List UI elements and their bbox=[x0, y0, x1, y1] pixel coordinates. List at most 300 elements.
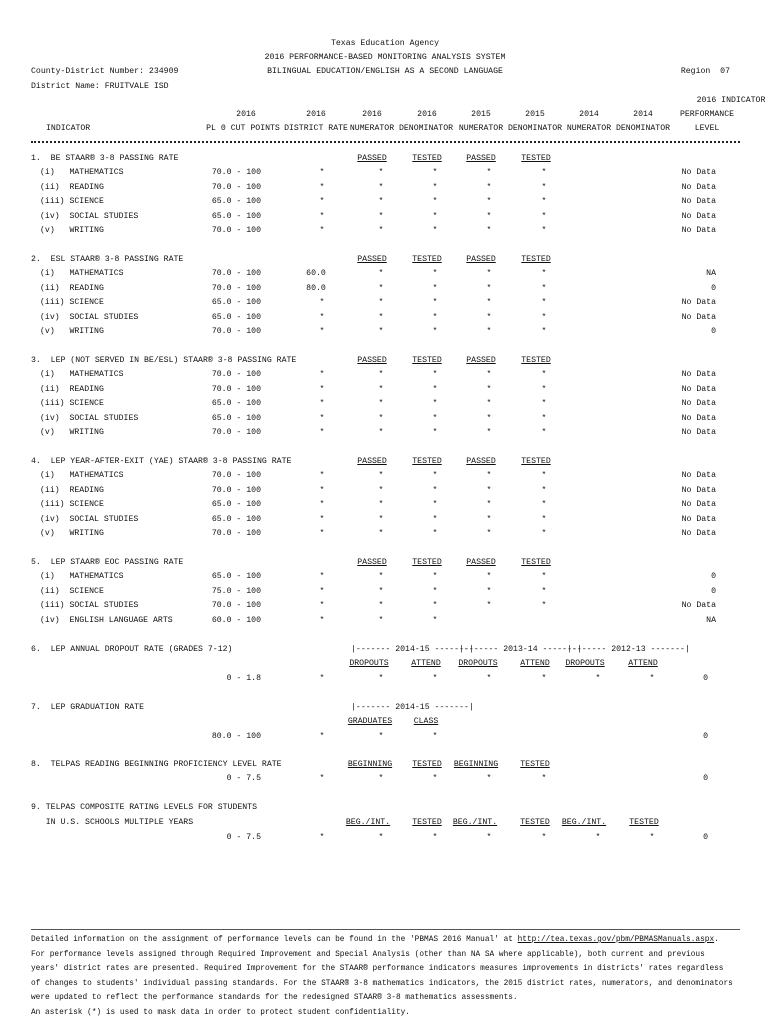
indicator-label: (i) MATHEMATICS bbox=[40, 370, 124, 379]
subhead: PASSED bbox=[357, 356, 387, 365]
cell: * bbox=[486, 500, 492, 509]
cell: * bbox=[432, 211, 438, 221]
num14-year: 2014 bbox=[579, 110, 599, 119]
indicator-label: (iii) SOCIAL STUDIES bbox=[40, 601, 139, 610]
cell: * bbox=[541, 471, 547, 480]
cell: * bbox=[432, 269, 438, 278]
cell: * bbox=[541, 312, 547, 322]
district-rate: * bbox=[319, 732, 325, 741]
cell: * bbox=[378, 370, 384, 379]
cell: * bbox=[541, 384, 547, 394]
cell: * bbox=[378, 471, 384, 480]
program-title: BILINGUAL EDUCATION/ENGLISH AS A SECOND LANGUAGE bbox=[267, 67, 503, 76]
den15-header: DENOMINATOR bbox=[507, 124, 563, 133]
cut-points: 65.0 - 100 bbox=[211, 197, 261, 206]
cut-points: 65.0 - 100 bbox=[211, 312, 261, 322]
subhead: TESTED bbox=[521, 154, 551, 163]
performance-level: No Data bbox=[681, 370, 716, 379]
district-rate: * bbox=[319, 471, 325, 480]
subhead: PASSED bbox=[466, 356, 496, 365]
cell: * bbox=[541, 833, 547, 842]
footer-divider bbox=[31, 929, 740, 930]
performance-level: No Data bbox=[681, 601, 716, 610]
subhead: ATTEND bbox=[628, 659, 658, 668]
performance-level: 0 bbox=[711, 283, 716, 293]
performance-level: No Data bbox=[681, 384, 716, 394]
year-bracket: |------- 2014-15 -------| bbox=[351, 645, 474, 654]
performance-level: No Data bbox=[681, 428, 716, 437]
indicator-label: (iii) SCIENCE bbox=[40, 298, 104, 307]
indicator-label: (iv) SOCIAL STUDIES bbox=[40, 211, 139, 221]
subhead: PASSED bbox=[466, 558, 496, 567]
section-title: 9. TELPAS COMPOSITE RATING LEVELS FOR STUDENTS bbox=[31, 803, 258, 812]
cell: * bbox=[432, 774, 438, 783]
cut-points: 70.0 - 100 bbox=[211, 168, 261, 177]
cell: * bbox=[432, 283, 438, 293]
cell: * bbox=[378, 732, 384, 741]
cut-points: 70.0 - 100 bbox=[211, 428, 261, 437]
indicator-label: (iii) SCIENCE bbox=[40, 500, 104, 509]
cell: * bbox=[432, 674, 438, 683]
cut-points: 70.0 - 100 bbox=[211, 471, 261, 480]
agency-title: Texas Education Agency bbox=[330, 39, 440, 48]
cut-points: 70.0 - 100 bbox=[211, 370, 261, 379]
den14-header: DENOMINATOR bbox=[615, 124, 671, 133]
section-title: 5. LEP STAAR® EOC PASSING RATE bbox=[31, 558, 184, 567]
district-rate: * bbox=[319, 485, 325, 495]
cell: * bbox=[432, 168, 438, 177]
performance-level: No Data bbox=[681, 485, 716, 495]
num15-header: NUMERATOR bbox=[458, 124, 504, 133]
indicator-label: (iii) SCIENCE bbox=[40, 197, 104, 206]
section-title: 7. LEP GRADUATION RATE bbox=[31, 703, 145, 712]
cell: * bbox=[541, 428, 547, 437]
cell: * bbox=[432, 312, 438, 322]
year-bracket: |------- 2012-13 -------| bbox=[567, 645, 690, 654]
performance-level: No Data bbox=[681, 413, 716, 423]
district-rate: * bbox=[319, 615, 325, 625]
cell: * bbox=[541, 529, 547, 538]
cell: * bbox=[541, 500, 547, 509]
cell: * bbox=[378, 586, 384, 596]
cell: * bbox=[541, 269, 547, 278]
performance-level: 0 bbox=[703, 833, 708, 842]
header-divider bbox=[31, 141, 740, 147]
section-title: 4. LEP YEAR-AFTER-EXIT (YAE) STAAR® 3-8 PASSING RATE bbox=[31, 457, 292, 466]
cell: * bbox=[541, 485, 547, 495]
cell: * bbox=[378, 601, 384, 610]
performance-level: No Data bbox=[681, 182, 716, 192]
subhead: DROPOUTS bbox=[458, 659, 498, 668]
cell: * bbox=[378, 572, 384, 581]
cell: * bbox=[486, 529, 492, 538]
cut-points: 65.0 - 100 bbox=[211, 211, 261, 221]
cell: * bbox=[649, 674, 655, 683]
cell: * bbox=[486, 514, 492, 524]
performance-level: No Data bbox=[681, 168, 716, 177]
indicator-label: (ii) SCIENCE bbox=[40, 586, 104, 596]
performance-level: No Data bbox=[681, 471, 716, 480]
subhead: TESTED bbox=[520, 760, 550, 769]
cell: * bbox=[541, 674, 547, 683]
cell: * bbox=[486, 312, 492, 322]
cell: * bbox=[378, 283, 384, 293]
cell: * bbox=[378, 674, 384, 683]
cell: * bbox=[378, 269, 384, 278]
performance-level: No Data bbox=[681, 312, 716, 322]
cell: * bbox=[378, 514, 384, 524]
subhead: TESTED bbox=[412, 760, 442, 769]
den16-header: DENOMINATOR bbox=[398, 124, 454, 133]
district-rate: * bbox=[319, 586, 325, 596]
subhead: GRADUATES bbox=[347, 717, 393, 726]
subhead: PASSED bbox=[466, 457, 496, 466]
performance-level: No Data bbox=[681, 298, 716, 307]
cut-points: 65.0 - 100 bbox=[211, 413, 261, 423]
cell: * bbox=[378, 327, 384, 336]
indicator-label: (iv) SOCIAL STUDIES bbox=[40, 514, 139, 524]
cell: * bbox=[486, 428, 492, 437]
cell: * bbox=[541, 572, 547, 581]
performance-level: No Data bbox=[681, 399, 716, 408]
performance-level: No Data bbox=[681, 211, 716, 221]
subhead: TESTED bbox=[521, 457, 551, 466]
indicator-label: (i) MATHEMATICS bbox=[40, 471, 124, 480]
indicator-label: (ii) READING bbox=[40, 283, 104, 293]
district-rate: * bbox=[319, 197, 325, 206]
cell: * bbox=[541, 586, 547, 596]
district-rate: * bbox=[319, 312, 325, 322]
cell: * bbox=[541, 413, 547, 423]
cell: * bbox=[486, 774, 492, 783]
cell: * bbox=[432, 601, 438, 610]
cut-points: 70.0 - 100 bbox=[211, 601, 261, 610]
performance-level: 0 bbox=[703, 674, 708, 683]
cell: * bbox=[378, 399, 384, 408]
footer-text: . For performance levels assigned through Required Improvement and Special Analysis (other than NA SA where applicable), both current and previous years' district rates are presented. Required Improvement for the STAAR® performance indicators measures improvements in districts' rates regardless of changes to students' individual passing standards. For the STAAR® 3-8 mathematics indicators, the 2015 district rates, numerators, and denominators were updated to reflect the performance standards for the redesigned STAAR® 3-8 mathematics assessments. bbox=[31, 936, 733, 1003]
performance-level: 0 bbox=[703, 732, 708, 741]
district-rate: * bbox=[319, 182, 325, 192]
indicator-label: (v) WRITING bbox=[40, 226, 104, 235]
cell: * bbox=[486, 197, 492, 206]
cut-points: 70.0 - 100 bbox=[211, 269, 261, 278]
district-rate: * bbox=[319, 327, 325, 336]
cell: * bbox=[378, 833, 384, 842]
district-rate: * bbox=[319, 601, 325, 610]
indicator-label: (iv) ENGLISH LANGUAGE ARTS bbox=[40, 615, 173, 625]
cell: * bbox=[432, 370, 438, 379]
cut-points: 60.0 - 100 bbox=[211, 615, 261, 625]
cell: * bbox=[541, 514, 547, 524]
year-bracket: |------- 2014-15 -------| bbox=[351, 703, 474, 712]
cell: * bbox=[432, 471, 438, 480]
cut-year: 2016 bbox=[236, 110, 256, 119]
subhead: PASSED bbox=[466, 154, 496, 163]
cell: * bbox=[432, 833, 438, 842]
subhead: PASSED bbox=[357, 154, 387, 163]
cell: * bbox=[541, 197, 547, 206]
cell: * bbox=[486, 833, 492, 842]
cell: * bbox=[486, 298, 492, 307]
cell: * bbox=[378, 529, 384, 538]
footer-notes bbox=[31, 933, 736, 1021]
subhead: TESTED bbox=[412, 154, 442, 163]
cell: * bbox=[378, 413, 384, 423]
subhead: TESTED bbox=[412, 255, 442, 264]
cell: * bbox=[486, 384, 492, 394]
performance-level: No Data bbox=[681, 226, 716, 235]
cell: * bbox=[486, 399, 492, 408]
indicator-label: (v) WRITING bbox=[40, 529, 104, 538]
region: Region 07 bbox=[680, 67, 730, 76]
cell: * bbox=[432, 485, 438, 495]
den16-year: 2016 bbox=[417, 110, 437, 119]
cell: * bbox=[541, 774, 547, 783]
cut-points: 70.0 - 100 bbox=[211, 485, 261, 495]
performance-level: No Data bbox=[681, 514, 716, 524]
subhead: ATTEND bbox=[411, 659, 441, 668]
subhead: BEGINNING bbox=[453, 760, 499, 769]
num16-year: 2016 bbox=[362, 110, 382, 119]
rate-header: DISTRICT RATE bbox=[284, 124, 348, 133]
cell: * bbox=[486, 413, 492, 423]
subhead: TESTED bbox=[521, 356, 551, 365]
subhead: BEGINNING bbox=[347, 760, 393, 769]
cell: * bbox=[486, 586, 492, 596]
cell: * bbox=[378, 485, 384, 495]
district-rate: * bbox=[319, 168, 325, 177]
den15-year: 2015 bbox=[525, 110, 545, 119]
cut-points: 80.0 - 100 bbox=[211, 732, 261, 741]
num15-year: 2015 bbox=[471, 110, 491, 119]
cell: * bbox=[432, 428, 438, 437]
section-title: 8. TELPAS READING BEGINNING PROFICIENCY LEVEL RATE bbox=[31, 760, 282, 769]
cell: * bbox=[541, 283, 547, 293]
subhead: BEG./INT. bbox=[345, 818, 391, 827]
subhead: TESTED bbox=[412, 457, 442, 466]
cell: * bbox=[432, 514, 438, 524]
subhead: BEG./INT. bbox=[561, 818, 607, 827]
performance-level: No Data bbox=[681, 500, 716, 509]
cell: * bbox=[432, 384, 438, 394]
district-rate: * bbox=[319, 384, 325, 394]
district-rate: * bbox=[319, 413, 325, 423]
district-rate: * bbox=[319, 428, 325, 437]
cell: * bbox=[378, 182, 384, 192]
district-rate: * bbox=[319, 298, 325, 307]
indicator-label: (ii) READING bbox=[40, 485, 104, 495]
indicator-label: (i) MATHEMATICS bbox=[40, 572, 124, 581]
cell: * bbox=[432, 226, 438, 235]
cell: * bbox=[378, 500, 384, 509]
cell: * bbox=[432, 182, 438, 192]
district-rate: * bbox=[319, 572, 325, 581]
perf-header-line3: LEVEL bbox=[694, 124, 720, 133]
subhead: TESTED bbox=[629, 818, 659, 827]
cell: * bbox=[649, 833, 655, 842]
cell: * bbox=[541, 601, 547, 610]
subhead: TESTED bbox=[412, 356, 442, 365]
cell: * bbox=[432, 572, 438, 581]
district-rate: * bbox=[319, 226, 325, 235]
cell: * bbox=[378, 211, 384, 221]
cell: * bbox=[541, 168, 547, 177]
district-rate: * bbox=[319, 399, 325, 408]
cell: * bbox=[486, 211, 492, 221]
cell: * bbox=[378, 312, 384, 322]
cell: * bbox=[541, 298, 547, 307]
cell: * bbox=[486, 601, 492, 610]
cell: * bbox=[486, 168, 492, 177]
num14-header: NUMERATOR bbox=[566, 124, 612, 133]
cell: * bbox=[378, 774, 384, 783]
performance-level: No Data bbox=[681, 197, 716, 206]
perf-header-line1: 2016 INDICATOR bbox=[696, 96, 766, 105]
cut-points: 65.0 - 100 bbox=[211, 298, 261, 307]
indicator-label: (i) MATHEMATICS bbox=[40, 168, 124, 177]
subhead: TESTED bbox=[521, 558, 551, 567]
cell: * bbox=[486, 370, 492, 379]
cut-points: 65.0 - 100 bbox=[211, 500, 261, 509]
subhead: PASSED bbox=[466, 255, 496, 264]
performance-level: 0 bbox=[703, 774, 708, 783]
cell: * bbox=[432, 413, 438, 423]
cell: * bbox=[486, 674, 492, 683]
manual-link[interactable]: http://tea.texas.gov/pbm/PBMASManuals.aspx bbox=[517, 936, 715, 944]
cell: * bbox=[486, 485, 492, 495]
performance-level: 0 bbox=[711, 327, 716, 336]
num16-header: NUMERATOR bbox=[349, 124, 395, 133]
cell: * bbox=[432, 298, 438, 307]
cut-points: 0 - 7.5 bbox=[226, 774, 261, 783]
subhead: ATTEND bbox=[520, 659, 550, 668]
section-title: 6. LEP ANNUAL DROPOUT RATE (GRADES 7-12) bbox=[31, 645, 233, 654]
cell: * bbox=[541, 226, 547, 235]
cut-points: 70.0 - 100 bbox=[211, 182, 261, 192]
cell: * bbox=[595, 674, 601, 683]
district-rate: * bbox=[319, 774, 325, 783]
cell: * bbox=[432, 197, 438, 206]
subhead: BEG./INT. bbox=[452, 818, 498, 827]
district-name: District Name: FRUITVALE ISD bbox=[31, 82, 169, 91]
cut-points: 70.0 - 100 bbox=[211, 327, 261, 336]
cell: * bbox=[432, 500, 438, 509]
performance-level: 0 bbox=[711, 586, 716, 596]
performance-level: 0 bbox=[711, 572, 716, 581]
indicator-label: (i) MATHEMATICS bbox=[40, 269, 124, 278]
section-title: 2. ESL STAAR® 3-8 PASSING RATE bbox=[31, 255, 184, 264]
cut-points: 70.0 - 100 bbox=[211, 226, 261, 235]
cell: * bbox=[486, 471, 492, 480]
cut-points: 70.0 - 100 bbox=[211, 384, 261, 394]
rate-year: 2016 bbox=[306, 110, 326, 119]
cut-points: 70.0 - 100 bbox=[211, 529, 261, 538]
cell: * bbox=[595, 833, 601, 842]
section-title-cont: IN U.S. SCHOOLS MULTIPLE YEARS bbox=[31, 818, 194, 827]
year-bracket: |------- 2013-14 -------| bbox=[459, 645, 582, 654]
subhead: DROPOUTS bbox=[349, 659, 389, 668]
cut-points: 70.0 - 100 bbox=[211, 283, 261, 293]
cell: * bbox=[541, 399, 547, 408]
district-rate: * bbox=[319, 674, 325, 683]
perf-header-line2: PERFORMANCE bbox=[679, 110, 735, 119]
section-title: 1. BE STAAR® 3-8 PASSING RATE bbox=[31, 154, 179, 163]
indicator-label: (iv) SOCIAL STUDIES bbox=[40, 413, 139, 423]
cell: * bbox=[378, 168, 384, 177]
district-rate: * bbox=[319, 370, 325, 379]
performance-level: NA bbox=[706, 615, 716, 625]
indicator-label: (ii) READING bbox=[40, 384, 104, 394]
district-rate: 60.0 bbox=[306, 269, 326, 278]
indicator-label: (iv) SOCIAL STUDIES bbox=[40, 312, 139, 322]
cut-points: 65.0 - 100 bbox=[211, 572, 261, 581]
cell: * bbox=[541, 370, 547, 379]
section-title: 3. LEP (NOT SERVED IN BE/ESL) STAAR® 3-8 PASSING RATE bbox=[31, 356, 297, 365]
cut-points: 0 - 1.8 bbox=[226, 674, 261, 683]
performance-level: NA bbox=[706, 269, 716, 278]
subhead: CLASS bbox=[413, 717, 439, 726]
cell: * bbox=[432, 529, 438, 538]
cell: * bbox=[432, 615, 438, 625]
performance-level: No Data bbox=[681, 529, 716, 538]
district-rate: * bbox=[319, 514, 325, 524]
cut-points: 65.0 - 100 bbox=[211, 514, 261, 524]
den14-year: 2014 bbox=[633, 110, 653, 119]
district-rate: * bbox=[319, 500, 325, 509]
indicator-label: (ii) READING bbox=[40, 182, 104, 192]
subhead: PASSED bbox=[357, 558, 387, 567]
indicator-label: (v) WRITING bbox=[40, 428, 104, 437]
footer-text: Detailed information on the assignment of performance levels can be found in the 'PBMAS 2016 Manual' at bbox=[31, 936, 518, 944]
cell: * bbox=[378, 197, 384, 206]
cell: * bbox=[378, 384, 384, 394]
cut-points: 75.0 - 100 bbox=[211, 586, 261, 596]
subhead: PASSED bbox=[357, 457, 387, 466]
cell: * bbox=[378, 615, 384, 625]
cell: * bbox=[432, 732, 438, 741]
cell: * bbox=[486, 572, 492, 581]
subhead: DROPOUTS bbox=[565, 659, 605, 668]
cell: * bbox=[432, 586, 438, 596]
district-rate: * bbox=[319, 211, 325, 221]
district-rate: * bbox=[319, 833, 325, 842]
indicator-header: INDICATOR bbox=[46, 124, 91, 133]
indicator-label: (iii) SCIENCE bbox=[40, 399, 104, 408]
cell: * bbox=[378, 298, 384, 307]
indicator-label: (v) WRITING bbox=[40, 327, 104, 336]
district-rate: * bbox=[319, 529, 325, 538]
cut-points: 65.0 - 100 bbox=[211, 399, 261, 408]
county-district-number: County-District Number: 234909 bbox=[31, 67, 179, 76]
subhead: TESTED bbox=[412, 558, 442, 567]
subhead: PASSED bbox=[357, 255, 387, 264]
cut-header: PL 0 CUT POINTS bbox=[206, 124, 280, 133]
cell: * bbox=[432, 327, 438, 336]
subhead: TESTED bbox=[520, 818, 550, 827]
subhead: TESTED bbox=[412, 818, 442, 827]
cut-points: 0 - 7.5 bbox=[226, 833, 261, 842]
district-rate: 80.0 bbox=[306, 283, 326, 293]
cell: * bbox=[378, 428, 384, 437]
subhead: TESTED bbox=[521, 255, 551, 264]
cell: * bbox=[486, 226, 492, 235]
footer-asterisk-note: An asterisk (*) is used to mask data in order to protect student confidentiality. bbox=[31, 1008, 410, 1017]
cell: * bbox=[541, 182, 547, 192]
cell: * bbox=[432, 399, 438, 408]
cell: * bbox=[541, 211, 547, 221]
cell: * bbox=[486, 269, 492, 278]
cell: * bbox=[378, 226, 384, 235]
